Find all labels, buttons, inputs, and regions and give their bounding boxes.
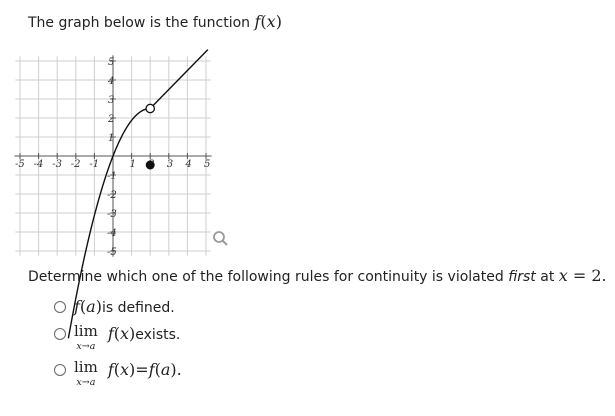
x-tick-label: 1 bbox=[129, 159, 136, 170]
y-tick-label: -5 bbox=[107, 247, 117, 258]
closed-point bbox=[146, 161, 155, 170]
prompt-text bbox=[28, 12, 282, 31]
option-limit-exists[interactable] bbox=[54, 324, 182, 352]
function-curve-right bbox=[150, 50, 208, 109]
answer-options bbox=[54, 297, 182, 387]
radio-defined[interactable] bbox=[54, 301, 66, 313]
y-tick-label: 2 bbox=[108, 114, 115, 125]
x-tick-label: -3 bbox=[52, 159, 62, 170]
opt3-rhs-var: a bbox=[160, 359, 171, 379]
opt3-lhs-close: ) bbox=[129, 359, 136, 379]
prompt-label: The graph below is the function bbox=[28, 15, 255, 31]
y-tick-label: 3 bbox=[108, 95, 115, 106]
question-label: Determine which one of the following rules for continuity is violated bbox=[28, 269, 509, 285]
x-tick-label: 4 bbox=[185, 159, 192, 170]
opt3-eq: = bbox=[135, 359, 149, 379]
paren-close: ) bbox=[275, 12, 282, 31]
opt2-limit bbox=[74, 324, 98, 352]
opt1-close: ) bbox=[95, 297, 102, 316]
opt2-var: x bbox=[120, 324, 130, 343]
y-tick-label: 5 bbox=[108, 57, 115, 68]
question-value: 2. bbox=[591, 266, 607, 285]
opt2-close: ) bbox=[129, 324, 136, 343]
question-emphasis: first bbox=[508, 269, 536, 285]
y-tick-label: -4 bbox=[107, 228, 117, 239]
y-tick-label: 1 bbox=[108, 133, 115, 144]
x-tick-label: -4 bbox=[33, 159, 44, 170]
magnifier-icon[interactable] bbox=[214, 232, 227, 245]
option-limit-equals[interactable] bbox=[54, 357, 182, 388]
open-point bbox=[146, 104, 154, 112]
option-limit-equals-label bbox=[108, 360, 182, 379]
x-tick-label: -1 bbox=[89, 159, 100, 170]
opt3-lim-word: lim bbox=[74, 357, 98, 376]
opt1-open: ( bbox=[79, 297, 87, 316]
opt3-rhs-open: ( bbox=[154, 359, 161, 379]
radio-limit-equals[interactable] bbox=[54, 364, 66, 376]
function-graph bbox=[15, 44, 236, 258]
opt3-rhs-fn: f bbox=[148, 359, 155, 379]
opt3-end: . bbox=[176, 359, 182, 379]
opt3-lhs-open: ( bbox=[113, 359, 120, 379]
x-tick-label: -5 bbox=[15, 159, 25, 170]
y-tick-label: -3 bbox=[107, 209, 117, 220]
x-tick-label: 5 bbox=[204, 159, 211, 170]
opt2-lim-sub: x→a bbox=[76, 341, 96, 352]
x-tick-label: -2 bbox=[70, 159, 81, 170]
opt2-text: exists. bbox=[135, 327, 181, 343]
x-tick-label: 3 bbox=[166, 159, 174, 170]
opt1-var: a bbox=[86, 297, 96, 316]
paren-open: ( bbox=[260, 12, 267, 31]
option-defined-label bbox=[74, 297, 175, 316]
function-var: x bbox=[266, 12, 276, 31]
opt3-lhs-fn: f bbox=[107, 359, 114, 379]
y-tick-label: -1 bbox=[107, 171, 117, 182]
opt1-fn: f bbox=[74, 297, 80, 316]
y-tick-label: 4 bbox=[108, 76, 115, 87]
question-at: at bbox=[535, 269, 559, 285]
opt3-lhs-var: x bbox=[120, 359, 130, 379]
radio-limit-exists[interactable] bbox=[54, 328, 66, 340]
option-defined[interactable] bbox=[54, 297, 182, 316]
opt2-open: ( bbox=[113, 324, 120, 343]
opt3-lim-sub: x→a bbox=[76, 376, 96, 388]
opt2-fn: f bbox=[107, 324, 114, 343]
question-eq: = bbox=[567, 266, 592, 285]
question-text bbox=[28, 266, 607, 285]
opt1-text: is defined. bbox=[101, 300, 175, 316]
y-tick-label: -2 bbox=[107, 190, 117, 201]
option-limit-exists-label bbox=[108, 324, 181, 343]
opt3-rhs-close: ) bbox=[170, 359, 177, 379]
opt3-limit bbox=[74, 357, 98, 388]
opt2-lim-word: lim bbox=[74, 322, 98, 340]
graph-svg bbox=[15, 44, 236, 258]
function-name: f bbox=[254, 12, 261, 31]
question-var: x bbox=[558, 266, 568, 285]
